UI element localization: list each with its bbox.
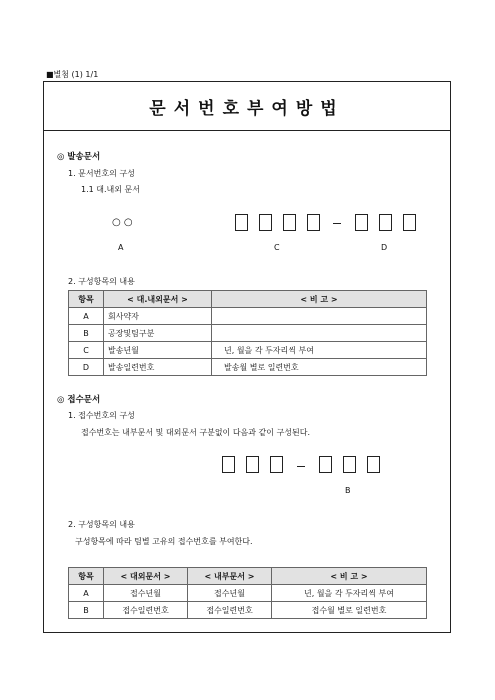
number-digit-box (307, 214, 320, 231)
outgoing-sub1: 1. 문서번호의 구성 (68, 169, 135, 178)
table-cell: D (69, 359, 104, 376)
title-divider (43, 130, 451, 131)
incoming-sub1: 1. 접수번호의 구성 (68, 411, 135, 420)
number-digit-box (319, 456, 332, 473)
col-header: 항목 (69, 291, 104, 308)
table-cell: B (69, 325, 104, 342)
col-header: < 내부문서 > (188, 568, 272, 585)
col-header: < 대.내외문서 > (104, 291, 212, 308)
table-header-row (69, 291, 427, 308)
incoming-heading: ◎ 접수문서 (57, 395, 101, 405)
number-digit-box (246, 456, 259, 473)
col-header: < 비 고 > (212, 291, 427, 308)
attachment-tag: ■별첨 (1) 1/1 (46, 70, 99, 79)
incoming-desc2: 구성항목에 따라 팀별 고유의 접수번호를 부여한다. (75, 537, 253, 546)
table-cell: 발송월 별로 일련번호 (212, 359, 427, 376)
label-a: A (118, 243, 124, 252)
table-cell: 년, 월을 각 두자리씩 부여 (212, 342, 427, 359)
col-header: < 대외문서 > (104, 568, 188, 585)
org-code-circles: ○ ○ (112, 217, 133, 228)
col-header: 항목 (69, 568, 104, 585)
table-cell: 접수월 별로 일련번호 (272, 602, 427, 619)
label-b: B (345, 486, 351, 495)
label-d: D (381, 243, 388, 252)
number-digit-box (283, 214, 296, 231)
number-separator (333, 223, 341, 224)
number-digit-box (367, 456, 380, 473)
number-digit-box (222, 456, 235, 473)
table-cell: 공장및팀구분 (104, 325, 212, 342)
table-row (69, 308, 427, 325)
incoming-table (68, 567, 427, 619)
number-digit-box (270, 456, 283, 473)
table-cell: A (69, 308, 104, 325)
table-cell: 회사약자 (104, 308, 212, 325)
table-cell (212, 325, 427, 342)
table-row (69, 585, 427, 602)
number-digit-box (343, 456, 356, 473)
number-digit-box (355, 214, 368, 231)
table-cell: B (69, 602, 104, 619)
number-digit-box (403, 214, 416, 231)
table-cell: 발송년월 (104, 342, 212, 359)
number-digit-box (259, 214, 272, 231)
number-digit-box (235, 214, 248, 231)
table-cell: 접수년월 (188, 585, 272, 602)
number-separator (297, 466, 305, 467)
table-row (69, 342, 427, 359)
incoming-desc: 접수번호는 내부문서 및 대외문서 구분없이 다음과 같이 구성된다. (81, 428, 310, 437)
table-cell (212, 308, 427, 325)
table-cell: C (69, 342, 104, 359)
outgoing-table (68, 290, 427, 376)
outgoing-sub2: 2. 구성항목의 내용 (68, 277, 135, 286)
table-cell: 발송일련번호 (104, 359, 212, 376)
number-digit-box (379, 214, 392, 231)
table-cell: A (69, 585, 104, 602)
page-title: 문서번호부여방법 (149, 99, 345, 119)
table-cell: 접수일련번호 (104, 602, 188, 619)
table-cell: 접수일련번호 (188, 602, 272, 619)
col-header: < 비 고 > (272, 568, 427, 585)
outgoing-sub1-1: 1.1 대.내외 문서 (81, 185, 140, 194)
incoming-sub2: 2. 구성항목의 내용 (68, 520, 135, 529)
table-cell: 년, 월을 각 두자리씩 부여 (272, 585, 427, 602)
table-header-row (69, 568, 427, 585)
outgoing-heading: ◎ 발송문서 (57, 152, 101, 162)
table-row (69, 325, 427, 342)
label-c: C (274, 243, 280, 252)
table-cell: 접수년월 (104, 585, 188, 602)
table-row (69, 359, 427, 376)
table-row (69, 602, 427, 619)
